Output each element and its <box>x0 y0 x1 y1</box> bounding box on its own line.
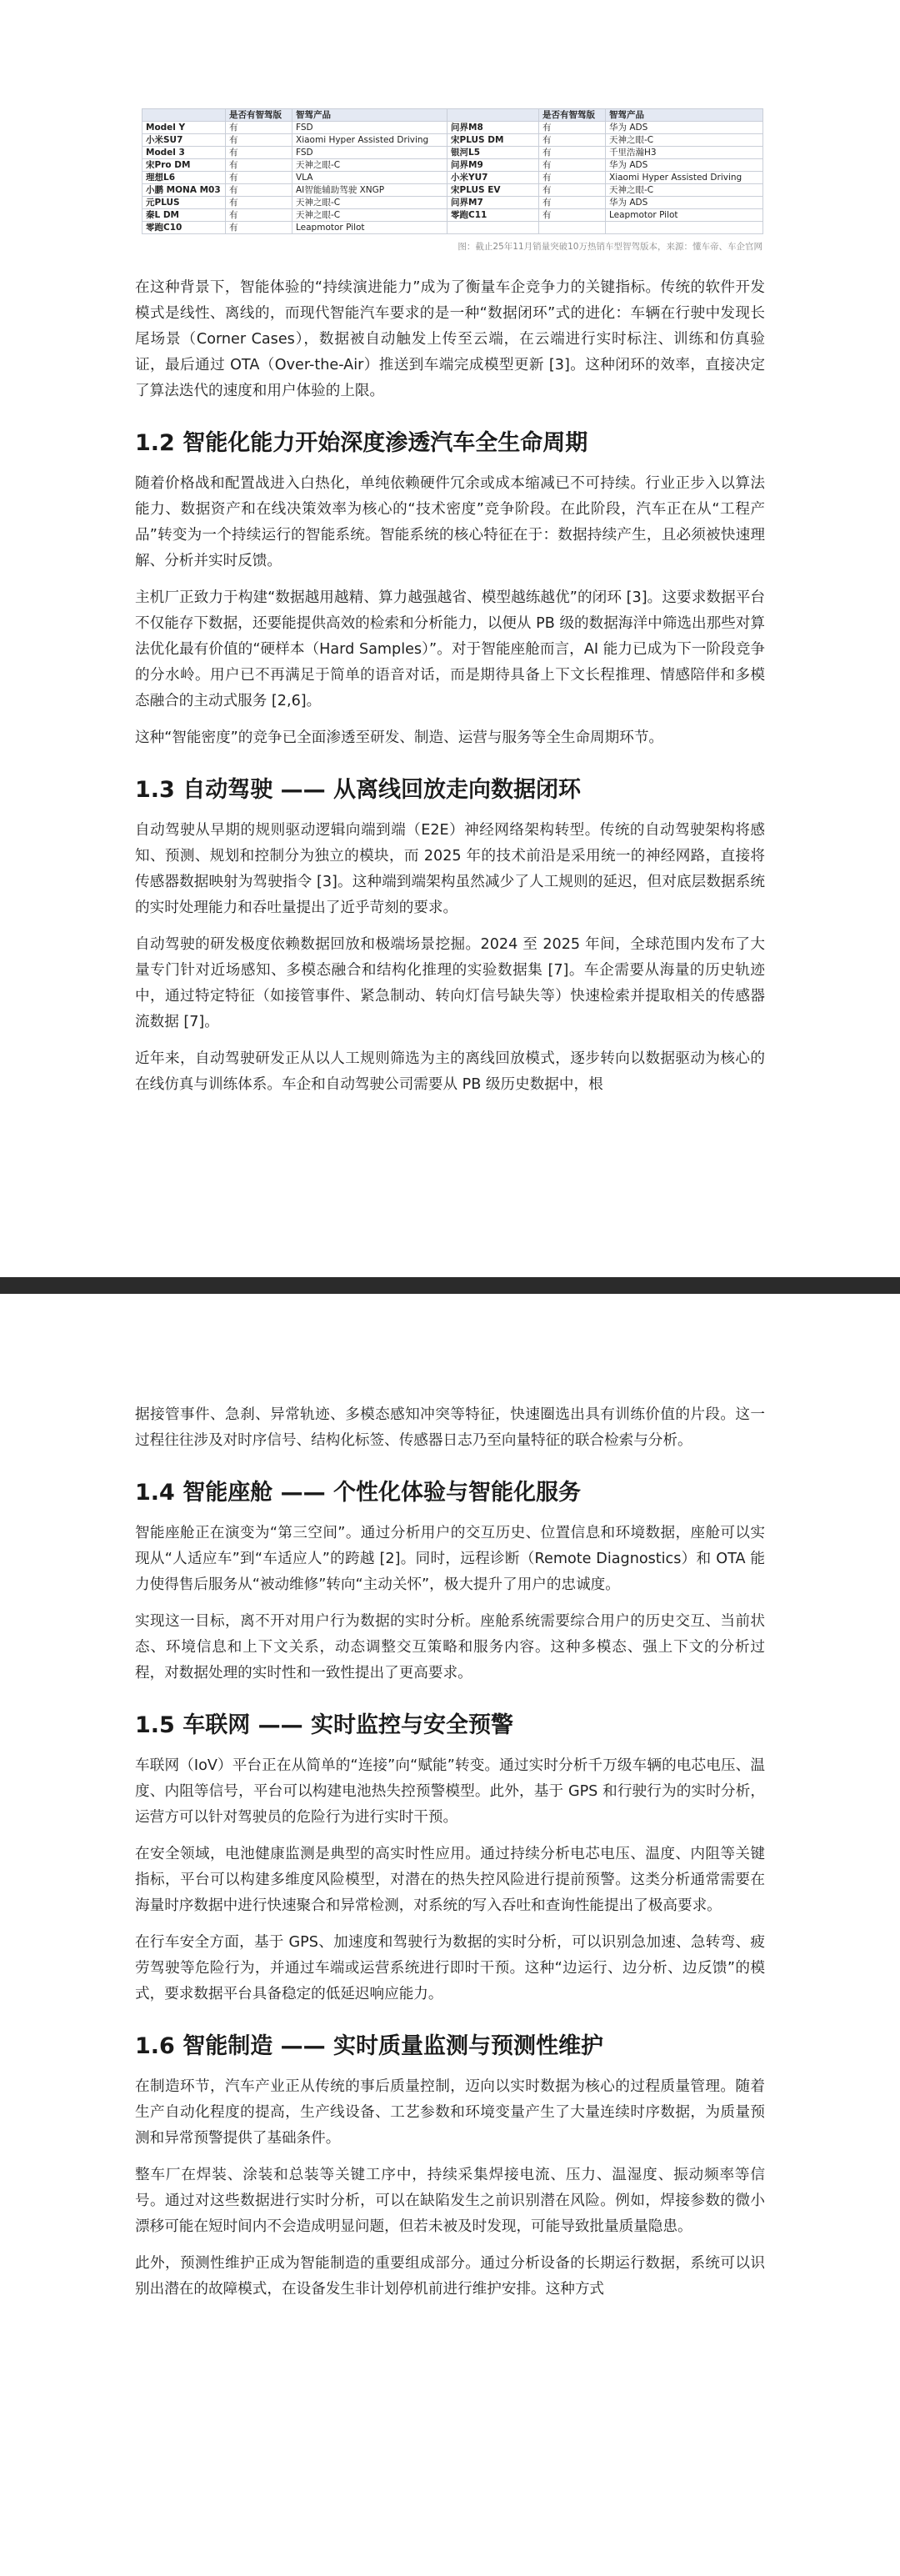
table-cell: 小米SU7 <box>142 134 226 147</box>
paragraph: 智能座舱正在演变为“第三空间”。通过分析用户的交互历史、位置信息和环境数据，座舱可以实现从“人适应车”到“车适应人”的跨越 [2]。同时，远程诊断（Remote Diagnostics）和 OTA 能力使得售后服务从“被动维修”转向“主动关怀”，极大提升了用户的忠诚度。 <box>135 1525 765 1593</box>
table-cell: 零跑C10 <box>142 222 226 234</box>
table-cell: 元PLUS <box>142 197 226 209</box>
table-cell: Xiaomi Hyper Assisted Driving <box>292 134 448 147</box>
table-row <box>142 222 763 234</box>
table-cell: 天神之眼-C <box>292 197 448 209</box>
section-heading-1-3: 1.3 自动驾驶 —— 从离线回放走向数据闭环 <box>135 777 582 803</box>
table-cell: Xiaomi Hyper Assisted Driving <box>606 172 763 184</box>
paragraph: 自动驾驶的研发极度依赖数据回放和极端场景挖掘。2024 至 2025 年间，全球范围内发布了大量专门针对近场感知、多模态融合和结构化推理的实验数据集 [7]。车企需要从海量的历史轨迹中，通过特定特征（如接管事件、紧急制动、转向灯信号缺失等）快速检索并提取相关的传感器流数据 [7]。 <box>135 936 765 1030</box>
table-row <box>142 197 763 209</box>
table-cell: Model 3 <box>142 147 226 159</box>
document-page-2 <box>0 1294 900 2576</box>
table-cell: 有 <box>226 147 292 159</box>
table-header-cell: 智驾产品 <box>606 109 763 122</box>
page-1-body <box>135 275 765 1098</box>
intro-paragraph: 在这种背景下，智能体验的“持续演进能力”成为了衡量车企竞争力的关键指标。传统的软件开发模式是线性、离线的，而现代智能汽车要求的是一种“数据闭环”式的进化：车辆在行驶中发现长尾场景（Corner Cases），数据被自动触发上传至云端，在云端进行实时标注、训练和仿真验证，最后通过 OTA（Over-the-Air）推送到车端完成模型更新 [3]。这种闭环的效率，直接决定了算法迭代的速度和用户体验的上限。 <box>135 279 765 399</box>
table-header-cell <box>142 109 226 122</box>
paragraph: 实现这一目标，离不开对用户行为数据的实时分析。座舱系统需要综合用户的历史交互、当前状态、环境信息和上下文关系，动态调整交互策略和服务内容。这种多模态、强上下文的分析过程，对数据处理的实时性和一致性提出了更高要求。 <box>135 1613 765 1681</box>
table-cell <box>448 222 539 234</box>
paragraph: 随着价格战和配置战进入白热化，单纯依赖硬件冗余或成本缩减已不可持续。行业正步入以算法能力、数据资产和在线决策效率为核心的“技术密度”竞争阶段。在此阶段，汽车正在从“工程产品”转变为一个持续运行的智能系统。智能系统的核心特征在于：数据持续产生，且必须被快速理解、分析并实时反馈。 <box>135 475 765 569</box>
table-cell: 天神之眼-C <box>292 159 448 172</box>
table-row <box>142 147 763 159</box>
table-cell <box>606 222 763 234</box>
table-cell: 华为 ADS <box>606 159 763 172</box>
paragraph: 主机厂正致力于构建“数据越用越精、算力越强越省、模型越练越优”的闭环 [3]。这要求数据平台不仅能存下数据，还要能提供高效的检索和分析能力，以便从 PB 级的数据海洋中筛选出那些对算法优化最有价值的“硬样本（Hard Samples）”。对于智能座舱而言，AI 能力已成为下一阶段竞争的分水岭。用户已不再满足于简单的语音对话，而是期待具备上下文长程推理、情感陪伴和多模态融合的主动式服务 [2,6]。 <box>135 589 765 709</box>
table-cell: 华为 ADS <box>606 197 763 209</box>
table-cell: Leapmotor Pilot <box>292 222 448 234</box>
paragraph: 在行车安全方面，基于 GPS、加速度和驾驶行为数据的实时分析，可以识别急加速、急转弯、疲劳驾驶等危险行为，并通过车端或运营系统进行即时干预。这种“边运行、边分析、边反馈”的模式，要求数据平台具备稳定的低延迟响应能力。 <box>135 1934 765 2002</box>
table-cell: 华为 ADS <box>606 122 763 134</box>
table-cell: 千里浩瀚H3 <box>606 147 763 159</box>
table-cell: 秦L DM <box>142 209 226 222</box>
table-row <box>142 209 763 222</box>
vehicle-table <box>142 108 763 234</box>
paragraph: 自动驾驶从早期的规则驱动逻辑向端到端（E2E）神经网络架构转型。传统的自动驾驶架构将感知、预测、规划和控制分为独立的模块，而 2025 年的技术前沿是采用统一的神经网路，直接将传感器数据映射为驾驶指令 [3]。这种端到端架构虽然减少了人工规则的延迟，但对底层数据系统的实时处理能力和吞吐量提出了近乎苛刻的要求。 <box>135 822 765 916</box>
section-heading-1-2: 1.2 智能化能力开始深度渗透汽车全生命周期 <box>135 430 588 456</box>
paragraph: 这种“智能密度”的竞争已全面渗透至研发、制造、运营与服务等全生命周期环节。 <box>135 729 664 746</box>
table-header-cell: 是否有智驾版 <box>226 109 292 122</box>
table-cell: 宋Pro DM <box>142 159 226 172</box>
paragraph: 在制造环节，汽车产业正从传统的事后质量控制，迈向以实时数据为核心的过程质量管理。随着生产自动化程度的提高，生产线设备、工艺参数和环境变量产生了大量连续时序数据，为质量预测和异常预警提供了基础条件。 <box>135 2078 765 2147</box>
table-cell: 零跑C11 <box>448 209 539 222</box>
table-cell: 天神之眼-C <box>606 134 763 147</box>
table-cell: 天神之眼-C <box>292 209 448 222</box>
table-cell: 有 <box>226 122 292 134</box>
table-cell: 宋PLUS EV <box>448 184 539 197</box>
table-cell: 天神之眼-C <box>606 184 763 197</box>
table-header-cell <box>448 109 539 122</box>
table-header-cell: 是否有智驾版 <box>539 109 606 122</box>
table-cell: 有 <box>539 197 606 209</box>
table-cell: FSD <box>292 147 448 159</box>
table-cell: Leapmotor Pilot <box>606 209 763 222</box>
table-cell: Model Y <box>142 122 226 134</box>
table-cell: 有 <box>539 147 606 159</box>
table-row <box>142 184 763 197</box>
continued-paragraph: 据接管事件、急刹、异常轨迹、多模态感知冲突等特征，快速圈选出具有训练价值的片段。这一过程往往涉及对时序信号、结构化标签、传感器日志乃至向量特征的联合检索与分析。 <box>135 1406 765 1449</box>
table-row <box>142 172 763 184</box>
table-row <box>142 159 763 172</box>
table-cell: 小米YU7 <box>448 172 539 184</box>
table-cell: 有 <box>539 184 606 197</box>
table-cell: 有 <box>226 159 292 172</box>
table-cell: 有 <box>539 134 606 147</box>
table-cell: 有 <box>539 209 606 222</box>
paragraph: 整车厂在焊装、涂装和总装等关键工序中，持续采集焊接电流、压力、温湿度、振动频率等信号。通过对这些数据进行实时分析，可以在缺陷发生之前识别潜在风险。例如，焊接参数的微小漂移可能在短时间内不会造成明显问题，但若未被及时发现，可能导致批量质量隐患。 <box>135 2167 765 2235</box>
table-cell: VLA <box>292 172 448 184</box>
table-row <box>142 122 763 134</box>
vehicle-table-figure <box>142 108 762 253</box>
table-cell: 有 <box>226 209 292 222</box>
table-cell: 小鹏 MONA M03 <box>142 184 226 197</box>
section-heading-1-6: 1.6 智能制造 —— 实时质量监测与预测性维护 <box>135 2033 604 2059</box>
section-heading-1-5: 1.5 车联网 —— 实时监控与安全预警 <box>135 1712 514 1738</box>
paragraph: 近年来，自动驾驶研发正从以人工规则筛选为主的离线回放模式，逐步转向以数据驱动为核心的在线仿真与训练体系。车企和自动驾驶公司需要从 PB 级历史数据中，根 <box>135 1050 765 1093</box>
section-heading-1-4: 1.4 智能座舱 —— 个性化体验与智能化服务 <box>135 1480 582 1506</box>
table-cell: 理想L6 <box>142 172 226 184</box>
table-cell: 有 <box>226 184 292 197</box>
document-page-1 <box>0 0 900 1277</box>
table-cell: 有 <box>539 172 606 184</box>
paragraph: 车联网（IoV）平台正在从简单的“连接”向“赋能”转变。通过实时分析千万级车辆的电芯电压、温度、内阻等信号，平台可以构建电池热失控预警模型。此外，基于 GPS 和行驶行为的实时分析，运营方可以针对驾驶员的危险行为进行实时干预。 <box>135 1757 765 1826</box>
table-cell: 有 <box>539 122 606 134</box>
paragraph: 此外，预测性维护正成为智能制造的重要组成部分。通过分析设备的长期运行数据，系统可以识别出潜在的故障模式，在设备发生非计划停机前进行维护安排。这种方式 <box>135 2255 765 2298</box>
page-2-body <box>135 1402 765 2303</box>
table-cell: 有 <box>226 134 292 147</box>
table-cell: 有 <box>539 159 606 172</box>
paragraph: 在安全领域，电池健康监测是典型的高实时性应用。通过持续分析电芯电压、温度、内阻等关键指标，平台可以构建多维度风险模型，对潜在的热失控风险进行提前预警。这类分析通常需要在海量时序数据中进行快速聚合和异常检测，对系统的写入吞吐和查询性能提出了极高要求。 <box>135 1846 765 1914</box>
table-cell: 有 <box>226 222 292 234</box>
table-cell: 宋PLUS DM <box>448 134 539 147</box>
table-cell: FSD <box>292 122 448 134</box>
table-cell <box>539 222 606 234</box>
table-header-row <box>142 109 763 122</box>
table-cell: 问界M7 <box>448 197 539 209</box>
page-separator <box>0 1277 900 1294</box>
table-cell: 问界M8 <box>448 122 539 134</box>
table-cell: 银河L5 <box>448 147 539 159</box>
table-cell: 有 <box>226 172 292 184</box>
table-caption: 图：截止25年11月销量突破10万热销车型智驾版本，来源：懂车帝、车企官网 <box>458 242 762 252</box>
table-header-cell: 智驾产品 <box>292 109 448 122</box>
table-cell: AI智能辅助驾驶 XNGP <box>292 184 448 197</box>
table-row <box>142 134 763 147</box>
table-cell: 问界M9 <box>448 159 539 172</box>
table-cell: 有 <box>226 197 292 209</box>
